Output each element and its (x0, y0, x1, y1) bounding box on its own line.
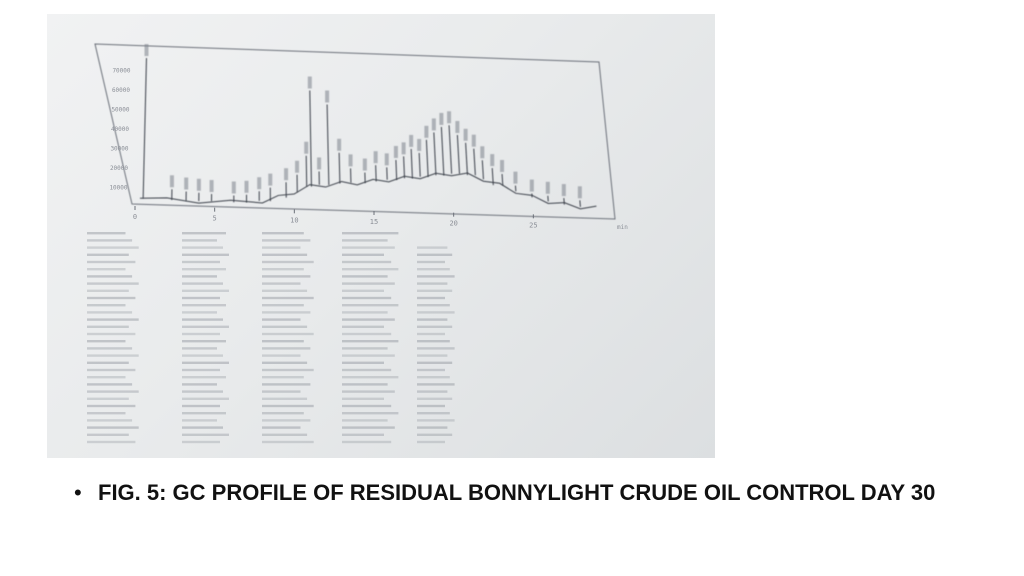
peak-label-25 (432, 118, 436, 130)
chromatogram-photo (47, 14, 715, 458)
y-tick-label-0: 10000 (109, 184, 128, 192)
report-row-28-col-0 (87, 434, 129, 436)
peak-label-11 (304, 142, 308, 154)
report-row-12-col-3 (342, 318, 395, 320)
report-row-6-col-4 (417, 275, 455, 277)
x-tick-label-0: 0 (132, 213, 138, 221)
report-row-27-col-0 (87, 426, 139, 428)
report-row-16-col-3 (342, 347, 388, 349)
report-row-21-col-2 (262, 383, 310, 385)
report-row-12-col-2 (262, 318, 301, 320)
report-row-29-col-2 (262, 441, 314, 443)
report-row-29-col-3 (342, 441, 391, 443)
report-row-1-col-2 (262, 239, 310, 241)
report-row-12-col-0 (87, 318, 139, 320)
report-row-24-col-1 (182, 405, 220, 407)
peak-label-30 (472, 135, 476, 147)
report-row-28-col-3 (342, 434, 384, 436)
peak-label-5 (232, 181, 236, 193)
report-row-2-col-0 (87, 246, 139, 248)
report-row-13-col-1 (182, 326, 229, 328)
report-row-27-col-3 (342, 426, 395, 428)
report-row-9-col-0 (87, 297, 135, 299)
report-row-13-col-4 (417, 326, 452, 328)
peak-label-13 (317, 157, 321, 169)
report-row-9-col-2 (262, 297, 314, 299)
report-row-2-col-1 (182, 246, 223, 248)
report-row-18-col-3 (342, 362, 384, 364)
report-row-25-col-0 (87, 412, 126, 414)
y-tick-label-6: 70000 (112, 67, 131, 75)
report-row-26-col-0 (87, 419, 132, 421)
peak-23 (419, 153, 420, 177)
report-row-5-col-3 (342, 268, 398, 270)
peak-21 (404, 156, 405, 178)
peak-label-22 (409, 135, 413, 147)
report-row-10-col-0 (87, 304, 126, 306)
report-row-27-col-2 (262, 426, 301, 428)
peak-label-0 (144, 44, 148, 56)
report-row-15-col-2 (262, 340, 304, 342)
peak-label-35 (530, 180, 534, 192)
report-row-5-col-1 (182, 268, 226, 270)
report-row-23-col-1 (182, 398, 229, 400)
peak-14 (327, 104, 329, 185)
report-row-4-col-1 (182, 261, 220, 263)
report-row-7-col-4 (417, 282, 447, 284)
peak-label-9 (284, 168, 288, 180)
report-row-25-col-1 (182, 412, 226, 414)
report-row-20-col-1 (182, 376, 226, 378)
report-row-1-col-0 (87, 239, 132, 241)
report-row-22-col-3 (342, 390, 395, 392)
report-row-5-col-4 (417, 268, 450, 270)
report-row-26-col-1 (182, 419, 217, 421)
report-row-10-col-1 (182, 304, 226, 306)
y-axis-ticks (109, 68, 130, 192)
peak-label-18 (374, 151, 378, 163)
report-row-28-col-2 (262, 434, 307, 436)
report-row-21-col-4 (417, 383, 455, 385)
peak-label-7 (257, 177, 261, 189)
report-row-13-col-0 (87, 326, 129, 328)
peak-18 (376, 165, 377, 181)
report-row-8-col-0 (87, 290, 129, 292)
report-row-4-col-0 (87, 261, 135, 263)
peak-label-2 (184, 178, 188, 190)
report-row-0-col-2 (262, 232, 304, 234)
report-row-1-col-3 (342, 239, 388, 241)
report-row-24-col-2 (262, 405, 314, 407)
peak-0 (143, 58, 146, 198)
report-row-29-col-4 (417, 441, 445, 443)
peak-31 (482, 160, 483, 179)
peak-25 (434, 132, 436, 175)
report-row-18-col-1 (182, 362, 229, 364)
peak-group (143, 44, 582, 207)
report-row-20-col-4 (417, 376, 450, 378)
report-row-16-col-2 (262, 347, 310, 349)
report-row-23-col-2 (262, 398, 307, 400)
x-tick-label-2: 10 (290, 216, 299, 225)
report-row-27-col-4 (417, 426, 447, 428)
x-axis-ticks (133, 206, 628, 231)
bullet-icon: • (74, 480, 82, 505)
report-row-21-col-1 (182, 383, 217, 385)
peak-label-33 (500, 160, 504, 172)
report-row-14-col-0 (87, 333, 135, 335)
x-tick-label-3: 15 (369, 218, 379, 226)
x-tick-label-1: 5 (212, 214, 217, 223)
peak-label-17 (363, 159, 367, 171)
peak-38 (580, 200, 581, 207)
peak-label-31 (480, 146, 484, 158)
y-tick-label-1: 20000 (109, 165, 128, 172)
peak-22 (411, 149, 412, 179)
report-row-14-col-2 (262, 333, 314, 335)
report-row-15-col-4 (417, 340, 450, 342)
report-row-26-col-4 (417, 419, 455, 421)
report-row-16-col-4 (417, 347, 455, 349)
report-row-23-col-3 (342, 398, 384, 400)
report-row-7-col-3 (342, 282, 395, 284)
report-row-19-col-0 (87, 369, 135, 371)
report-row-8-col-2 (262, 290, 307, 292)
report-row-14-col-3 (342, 333, 391, 335)
report-row-29-col-0 (87, 441, 135, 443)
report-row-11-col-0 (87, 311, 132, 313)
x-unit-label: min (617, 224, 628, 231)
report-row-8-col-1 (182, 290, 229, 292)
report-row-29-col-1 (182, 441, 220, 443)
report-row-11-col-2 (262, 311, 310, 313)
x-tick-label-5: 25 (529, 221, 538, 230)
report-row-7-col-2 (262, 282, 301, 284)
report-row-10-col-2 (262, 304, 304, 306)
peak-27 (449, 125, 452, 173)
report-row-6-col-1 (182, 275, 217, 277)
report-row-19-col-4 (417, 369, 445, 371)
baseline-trace (140, 173, 596, 209)
report-row-4-col-4 (417, 261, 445, 263)
report-row-15-col-0 (87, 340, 126, 342)
y-tick-label-4: 50000 (111, 106, 130, 114)
report-row-4-col-2 (262, 261, 314, 263)
peak-33 (502, 174, 503, 185)
report-row-3-col-1 (182, 254, 229, 256)
report-row-17-col-1 (182, 354, 223, 356)
report-row-18-col-0 (87, 362, 129, 364)
report-row-16-col-0 (87, 347, 132, 349)
report-row-4-col-3 (342, 261, 391, 263)
report-row-17-col-4 (417, 354, 447, 356)
report-row-9-col-1 (182, 297, 220, 299)
report-row-22-col-0 (87, 390, 139, 392)
peak-report-table (87, 232, 455, 443)
report-row-20-col-0 (87, 376, 126, 378)
report-row-13-col-3 (342, 326, 384, 328)
peak-label-37 (562, 184, 566, 196)
report-row-27-col-1 (182, 426, 223, 428)
peak-label-4 (210, 180, 214, 192)
report-row-2-col-3 (342, 246, 395, 248)
report-row-3-col-0 (87, 254, 129, 256)
report-row-24-col-3 (342, 405, 391, 407)
peak-label-24 (424, 126, 428, 138)
report-row-18-col-4 (417, 362, 452, 364)
peak-29 (466, 143, 468, 175)
peak-label-28 (455, 121, 459, 133)
report-row-9-col-3 (342, 297, 391, 299)
caption-row (74, 478, 974, 508)
report-row-0-col-1 (182, 232, 226, 234)
report-row-17-col-3 (342, 354, 395, 356)
report-row-3-col-2 (262, 254, 307, 256)
report-row-6-col-0 (87, 275, 132, 277)
report-row-19-col-1 (182, 369, 220, 371)
report-row-2-col-4 (417, 246, 447, 248)
peak-label-21 (402, 142, 406, 154)
report-row-28-col-4 (417, 434, 452, 436)
peak-label-10 (295, 161, 299, 173)
report-row-23-col-4 (417, 398, 452, 400)
report-row-0-col-3 (342, 232, 398, 234)
peak-label-6 (245, 181, 249, 193)
report-row-25-col-4 (417, 412, 450, 414)
report-row-2-col-2 (262, 246, 301, 248)
report-row-5-col-2 (262, 268, 304, 270)
report-row-26-col-3 (342, 419, 388, 421)
peak-12 (310, 91, 312, 187)
y-tick-label-2: 30000 (110, 145, 129, 153)
report-row-18-col-2 (262, 362, 307, 364)
report-row-0-col-0 (87, 232, 126, 234)
report-row-21-col-3 (342, 383, 388, 385)
report-row-14-col-1 (182, 333, 220, 335)
peak-label-38 (578, 186, 582, 198)
peak-label-27 (447, 111, 451, 123)
report-row-22-col-4 (417, 390, 447, 392)
report-row-11-col-1 (182, 311, 217, 313)
report-row-8-col-4 (417, 290, 452, 292)
y-tick-label-5: 60000 (111, 87, 130, 94)
report-row-12-col-1 (182, 318, 223, 320)
report-row-13-col-2 (262, 326, 307, 328)
plot-frame (95, 44, 615, 219)
report-row-9-col-4 (417, 297, 445, 299)
report-row-10-col-4 (417, 304, 450, 306)
peak-26 (441, 127, 443, 175)
report-row-22-col-1 (182, 390, 223, 392)
report-row-19-col-3 (342, 369, 391, 371)
report-row-24-col-4 (417, 405, 445, 407)
report-row-12-col-4 (417, 318, 447, 320)
peak-15 (339, 153, 340, 184)
peak-label-36 (546, 182, 550, 194)
report-row-17-col-2 (262, 354, 301, 356)
peak-label-8 (268, 174, 272, 186)
figure-caption: FIG. 5: GC PROFILE OF RESIDUAL BONNYLIGHT CRUDE OIL CONTROL DAY 30 (98, 480, 936, 505)
peak-label-3 (197, 179, 201, 191)
report-row-21-col-0 (87, 383, 132, 385)
peak-label-29 (464, 129, 468, 141)
peak-30 (474, 149, 476, 176)
peak-28 (457, 135, 459, 174)
report-row-5-col-0 (87, 268, 126, 270)
report-row-7-col-0 (87, 282, 139, 284)
report-row-25-col-3 (342, 412, 398, 414)
peak-37 (564, 198, 565, 205)
report-row-17-col-0 (87, 354, 139, 356)
report-row-6-col-3 (342, 275, 388, 277)
report-row-3-col-4 (417, 254, 452, 256)
peak-label-19 (385, 153, 389, 165)
report-row-8-col-3 (342, 290, 384, 292)
report-row-15-col-1 (182, 340, 226, 342)
report-row-25-col-2 (262, 412, 304, 414)
report-row-20-col-2 (262, 376, 304, 378)
report-row-14-col-4 (417, 333, 445, 335)
report-row-23-col-0 (87, 398, 129, 400)
peak-label-1 (170, 175, 174, 187)
report-row-7-col-1 (182, 282, 223, 284)
report-row-11-col-4 (417, 311, 455, 313)
report-row-1-col-1 (182, 239, 217, 241)
report-row-15-col-3 (342, 340, 398, 342)
report-row-10-col-3 (342, 304, 398, 306)
y-tick-label-3: 40000 (110, 126, 129, 133)
peak-label-16 (349, 154, 353, 166)
peak-label-14 (325, 90, 329, 102)
peak-label-15 (337, 139, 341, 151)
report-row-11-col-3 (342, 311, 388, 313)
peak-label-12 (308, 77, 312, 89)
peak-20 (396, 160, 397, 180)
report-row-16-col-1 (182, 347, 217, 349)
report-row-22-col-2 (262, 390, 301, 392)
report-row-3-col-3 (342, 254, 384, 256)
x-tick-label-4: 20 (449, 219, 458, 228)
peak-label-34 (513, 172, 517, 184)
report-row-6-col-2 (262, 275, 310, 277)
peak-24 (426, 140, 428, 177)
report-row-20-col-3 (342, 376, 398, 378)
peak-label-32 (490, 154, 494, 166)
report-row-26-col-2 (262, 419, 310, 421)
gc-chromatogram-chart (47, 14, 715, 458)
report-row-28-col-1 (182, 434, 229, 436)
report-row-24-col-0 (87, 405, 135, 407)
peak-label-26 (439, 113, 443, 125)
peak-label-20 (394, 146, 398, 158)
report-row-19-col-2 (262, 369, 314, 371)
peak-label-23 (417, 139, 421, 151)
